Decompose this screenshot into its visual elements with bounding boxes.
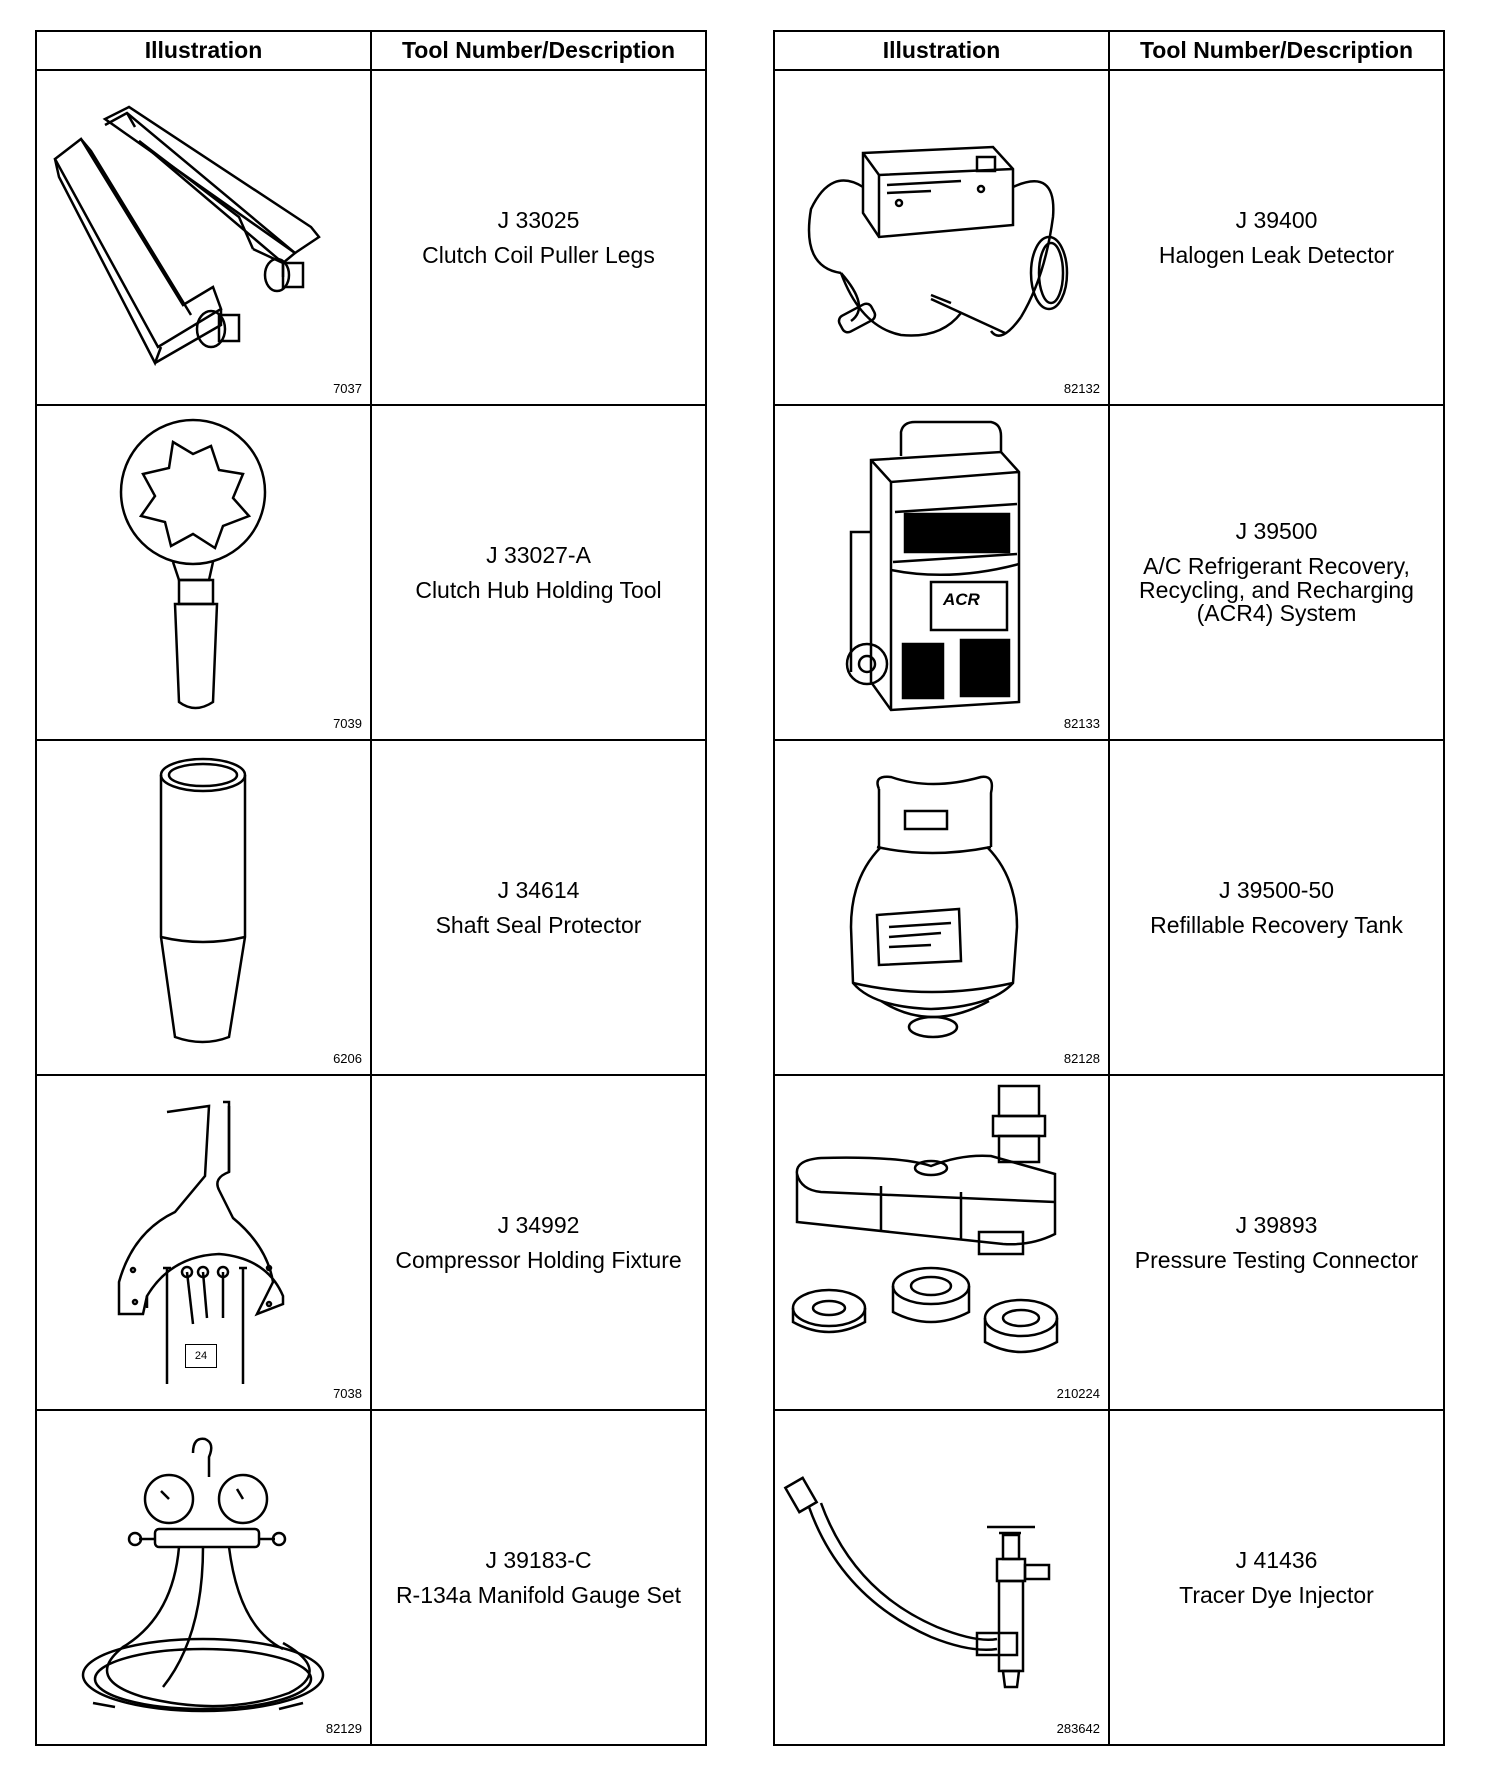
table-row: [36, 1410, 706, 1745]
halogen-leak-detector-icon: [781, 77, 1101, 387]
pressure-testing-connector-icon: [781, 1082, 1101, 1392]
table-row: [36, 1075, 706, 1410]
tool-description: Compressor Holding Fixture: [395, 1246, 682, 1273]
illustration-cell: [774, 1075, 1109, 1410]
description-cell: [371, 1075, 706, 1410]
description-cell: [1109, 740, 1444, 1075]
description-cell: [1109, 1410, 1444, 1745]
description-cell: [371, 1410, 706, 1745]
table-row: [36, 405, 706, 740]
illustration-cell: [36, 1410, 371, 1745]
figure-number: 82128: [1063, 1051, 1100, 1066]
table-row: [774, 70, 1444, 405]
acr4-system-icon: [781, 412, 1101, 722]
tools-table-right: [773, 30, 1445, 1746]
tools-table-left: [35, 30, 707, 1746]
tool-number: J 39893: [1235, 1211, 1318, 1238]
tool-description: Tracer Dye Injector: [1179, 1581, 1374, 1608]
illustration-cell: [774, 1410, 1109, 1745]
table-row: [774, 740, 1444, 1075]
illustration-cell: [36, 740, 371, 1075]
table-row: [36, 70, 706, 405]
tool-number: J 39183-C: [485, 1546, 592, 1573]
tool-header: Tool Number/Description: [1109, 31, 1444, 70]
description-cell: [371, 405, 706, 740]
clutch-hub-holding-tool-icon: [43, 412, 363, 722]
shaft-seal-protector-icon: [43, 747, 363, 1057]
illustration-cell: [774, 740, 1109, 1075]
tracer-dye-injector-icon: [781, 1417, 1101, 1727]
tool-description: A/C Refrigerant Recovery, Recycling, and Recharging (ACR4) System: [1139, 553, 1414, 627]
acr-badge: [943, 590, 980, 610]
clutch-coil-puller-legs-icon: [43, 77, 363, 387]
illustration-header: Illustration: [36, 31, 371, 70]
tool-number: J 33025: [497, 206, 580, 233]
figure-number: 82129: [325, 1721, 362, 1736]
illustration-cell: [36, 70, 371, 405]
fixture-label: 24: [194, 1350, 208, 1362]
figure-number: 283642: [1056, 1721, 1100, 1736]
description-cell: [1109, 405, 1444, 740]
description-cell: [1109, 70, 1444, 405]
figure-number: 7038: [333, 1386, 362, 1401]
tool-description: Pressure Testing Connector: [1134, 1246, 1419, 1273]
tool-description: R-134a Manifold Gauge Set: [395, 1581, 682, 1608]
acr-badge-text: ACR: [943, 590, 980, 609]
tool-number: J 34992: [497, 1211, 580, 1238]
tool-number: J 39400: [1235, 206, 1318, 233]
illustration-cell: [36, 405, 371, 740]
table-row: [774, 1075, 1444, 1410]
figure-number: 6206: [333, 1051, 362, 1066]
tool-description: Halogen Leak Detector: [1158, 241, 1395, 268]
figure-number: 82132: [1063, 381, 1100, 396]
tool-header: Tool Number/Description: [371, 31, 706, 70]
illustration-cell: [774, 405, 1109, 740]
tool-number: J 41436: [1235, 1546, 1318, 1573]
header-row: [36, 31, 706, 70]
figure-number: 210224: [1056, 1386, 1100, 1401]
tool-description: Clutch Hub Holding Tool: [415, 576, 662, 603]
recovery-tank-icon: [781, 747, 1101, 1057]
table-row: [774, 405, 1444, 740]
illustration-cell: [36, 1075, 371, 1410]
tool-number: J 33027-A: [486, 541, 591, 568]
description-cell: [371, 70, 706, 405]
fixture-label-box: [185, 1344, 217, 1368]
figure-number: 82133: [1063, 716, 1100, 731]
tool-number: J 39500: [1235, 518, 1318, 545]
description-cell: [371, 740, 706, 1075]
tool-description: Clutch Coil Puller Legs: [422, 241, 655, 268]
figure-number: 7039: [333, 716, 362, 731]
table-row: [774, 1410, 1444, 1745]
tool-number: J 39500-50: [1218, 876, 1335, 903]
figure-number: 7037: [333, 381, 362, 396]
manifold-gauge-set-icon: [43, 1417, 363, 1727]
header-row: [774, 31, 1444, 70]
description-cell: [1109, 1075, 1444, 1410]
tool-description: Refillable Recovery Tank: [1150, 911, 1403, 938]
tool-description: Shaft Seal Protector: [435, 911, 642, 938]
illustration-header: Illustration: [774, 31, 1109, 70]
tool-number: J 34614: [497, 876, 580, 903]
illustration-cell: [774, 70, 1109, 405]
table-row: [36, 740, 706, 1075]
